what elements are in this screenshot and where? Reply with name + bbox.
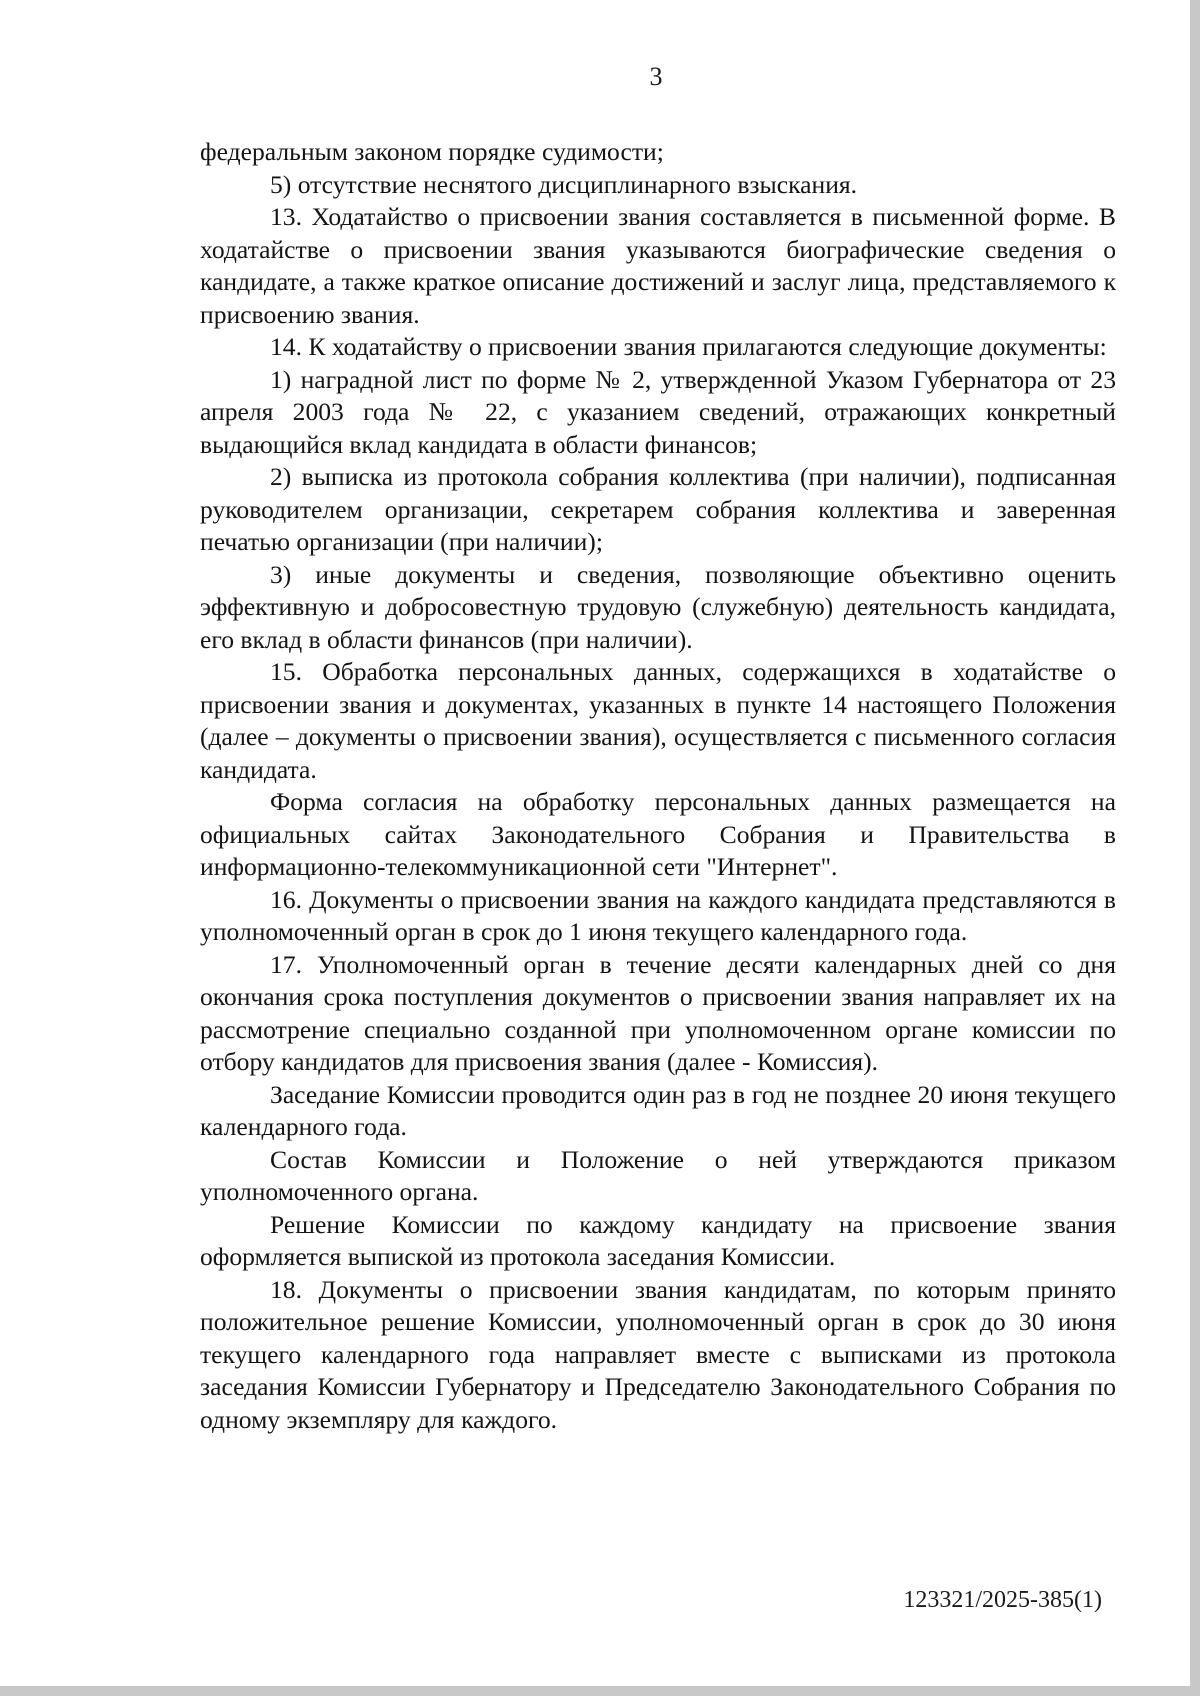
paragraph-15: 15. Обработка персональных данных, содержащихся в ходатайстве о присвоении звания и документах, указанных в пункте 14 настоящего Положения (далее – документы о присвоении звания), осуществляется с письменного согласия кандидата.	[200, 657, 1116, 784]
document-body	[200, 136, 1116, 1436]
paragraph-14-item-2: 2) выписка из протокола собрания коллектива (при наличии), подписанная руководителем организации, секретарем собрания коллектива и заверенная печатью организации (при наличии);	[200, 462, 1116, 556]
paragraph-15-consent-form: Форма согласия на обработку персональных данных размещается на официальных сайтах Законодательного Собрания и Правительства в информационно-телекоммуникационной сети "Интернет".	[200, 787, 1116, 881]
paragraph-continuation: федеральным законом порядке судимости;	[200, 137, 664, 166]
paragraph-14: 14. К ходатайству о присвоении звания прилагаются следующие документы:	[270, 332, 1107, 361]
paragraph-14-item-1: 1) наградной лист по форме № 2, утвержденной Указом Губернатора от 23 апреля 2003 года № 22, с указанием сведений, отражающих конкретный выдающийся вклад кандидата в области финансов;	[200, 364, 1116, 459]
paragraph-17-composition: Состав Комиссии и Положение о ней утверждаются приказом уполномоченного органа.	[200, 1144, 1116, 1206]
paragraph-17-decision: Решение Комиссии по каждому кандидату на присвоение звания оформляется выпиской из протокола заседания Комиссии.	[200, 1209, 1116, 1271]
paragraph-16: 16. Документы о присвоении звания на каждого кандидата представляются в уполномоченный орган в срок до 1 июня текущего календарного года.	[200, 884, 1116, 946]
paragraph-18: 18. Документы о присвоении звания кандидатам, по которым принято положительное решение Комиссии, уполномоченный орган в срок до 30 июня текущего календарного года направляет вместе с выписками из протокола заседания Комиссии Губернатору и Председателю Законодательного Собрания по одному экземпляру для каждого.	[200, 1274, 1116, 1434]
paragraph-17: 17. Уполномоченный орган в течение десяти календарных дней со дня окончания срока поступления документов о присвоении звания направляет их на рассмотрение специально созданной при уполномоченном органе комиссии по отбору кандидатов для присвоения звания (далее - Комиссия).	[200, 949, 1116, 1076]
document-registration-number: 123321/2025-385(1)	[903, 1587, 1102, 1613]
paragraph-13: 13. Ходатайство о присвоении звания составляется в письменной форме. В ходатайстве о присвоении звания указываются биографические сведения о кандидате, а также краткое описание достижений и заслуг лица, представляемого к присвоению звания.	[200, 202, 1116, 329]
paragraph-17-meeting: Заседание Комиссии проводится один раз в год не позднее 20 июня текущего календарного года.	[200, 1079, 1116, 1141]
page-number: 3	[649, 62, 663, 91]
paragraph-item-5: 5) отсутствие неснятого дисциплинарного взыскания.	[270, 169, 858, 199]
paragraph-14-item-3: 3) иные документы и сведения, позволяющие объективно оценить эффективную и добросовестную трудовую (служебную) деятельность кандидата, его вклад в области финансов (при наличии).	[200, 559, 1116, 654]
